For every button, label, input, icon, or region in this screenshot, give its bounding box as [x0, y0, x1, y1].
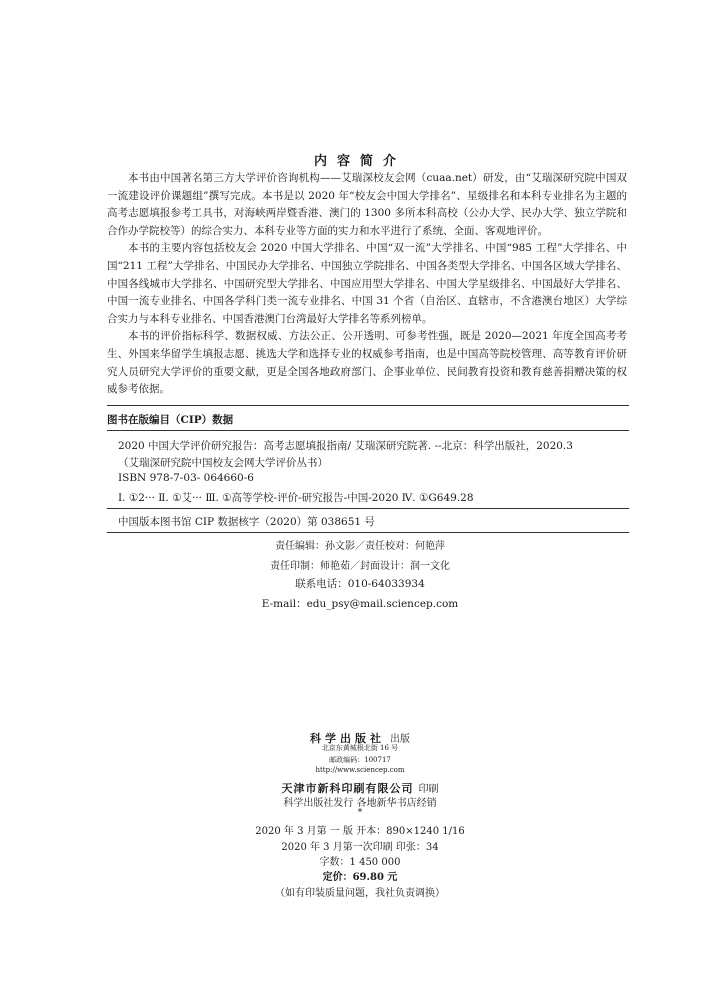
cip-line-5: 中国版本图书馆 CIP 数据核字（2020）第 038651 号	[118, 516, 375, 528]
divider-cip-heading	[107, 430, 629, 431]
cip-line-2: （艾瑞深研究院中国校友会网大学评价丛书）	[118, 457, 328, 469]
cip-heading: 图书在版编目（CIP）数据	[107, 414, 234, 426]
divider-top	[107, 405, 629, 406]
publisher-website: http://www.sciencep.com	[315, 766, 405, 774]
separator-star: *	[357, 808, 363, 818]
printing-line: 2020 年 3 月第一次印刷 印张：34	[281, 842, 439, 853]
divider-cip-bottom	[107, 532, 629, 533]
contact-phone: 联系电话：010-64033934	[295, 578, 425, 590]
edition-line: 2020 年 3 月第 一 版 开本：890×1240 1/16	[255, 826, 465, 837]
wordcount-line: 字数：1 450 000	[319, 857, 401, 868]
intro-paragraph-2: 本书的主要内容包括校友会 2020 中国大学排名、中国“双一流”大学排名、中国“985 工程”大学排名、中国“211 工程”大学排名、中国民办大学排名、中国独立学院排名、中国各类型大学排名、中国各区域大学排名、中国各线城市大学排名、中国研究型大学排名、中国应用型大学排名、中国大学星级排名、中国最好大学排名、中国一流专业排名、中国各学科门类一流专业排名、中国 31 个省（自治区、直辖市，不含港澳台地区）大学综合实力与本科专业排名、中国香港澳门台湾最好大学排名等系列榜单。	[107, 242, 627, 325]
distribution-line: 科学出版社发行 各地新华书店经销	[283, 798, 437, 809]
publisher-postcode: 邮政编码：100717	[329, 756, 391, 764]
printer-name: 天津市新科印刷有限公司	[281, 782, 414, 795]
printer-suffix: 印刷	[418, 784, 439, 795]
editors-text: 责任编辑：孙文影／责任校对：何艳萍	[275, 541, 445, 552]
cip-line-4: Ⅰ. ①2··· Ⅱ. ①艾··· Ⅲ. ①高等学校-评价-研究报告-中国-2020 Ⅳ. ①G649.28	[118, 492, 474, 504]
publisher-suffix: 出版	[390, 734, 411, 745]
staff-line-1	[0, 537, 720, 552]
staff-line-2	[0, 557, 720, 572]
intro-paragraph-1: 本书由中国著名第三方大学评价咨询机构——艾瑞深校友会网（cuaa.net）研发，由“艾瑞深研究院中国双一流建设评价课题组”撰写完成。本书是以 2020 年“校友会中国大学排名”、星级排名和本科专业排名为主题的高考志愿填报参考工具书，对海峡两岸暨香港、澳门的 1300 多所本科高校（公办大学、民办大学、独立学院和合作办学院校等）的综合实力、本科专业等方面的实力和水平进行了系统、全面、客观地评价。	[107, 172, 627, 237]
divider-cip-middle	[107, 508, 629, 509]
publisher-name: 科学出版社	[309, 732, 385, 745]
cip-line-1: 2020 中国大学评价研究报告：高考志愿填报指南/ 艾瑞深研究院著. --北京：科学出版社，2020.3	[118, 440, 573, 452]
price-line: 定价：69.80 元	[322, 872, 398, 883]
page-title: 内容简介	[313, 154, 406, 169]
cip-line-3: ISBN 978-7-03- 064660-6	[118, 472, 254, 484]
contact-email: E-mail：edu_psy@mail.sciencep.com	[261, 598, 459, 610]
intro-text	[107, 170, 627, 399]
intro-paragraph-3: 本书的评价指标科学、数据权威、方法公正、公开透明、可参考性强，既是 2020—2021 年度全国高考考生、外国来华留学生填报志愿、挑选大学和选择专业的权威参考指南，也是中国高等院校管理、高等教育评价研究人员研究大学评价的重要文献，更是全国各地政府部门、企事业单位、民间教育投资和教育慈善捐赠决策的权威参考依据。	[107, 330, 627, 396]
publisher-address: 北京东黄城根北街 16 号	[321, 744, 399, 752]
quality-notice: （如有印装质量问题，我社负责调换）	[275, 888, 445, 899]
production-text: 责任印制：师艳茹／封面设计：润一文化	[270, 561, 450, 572]
